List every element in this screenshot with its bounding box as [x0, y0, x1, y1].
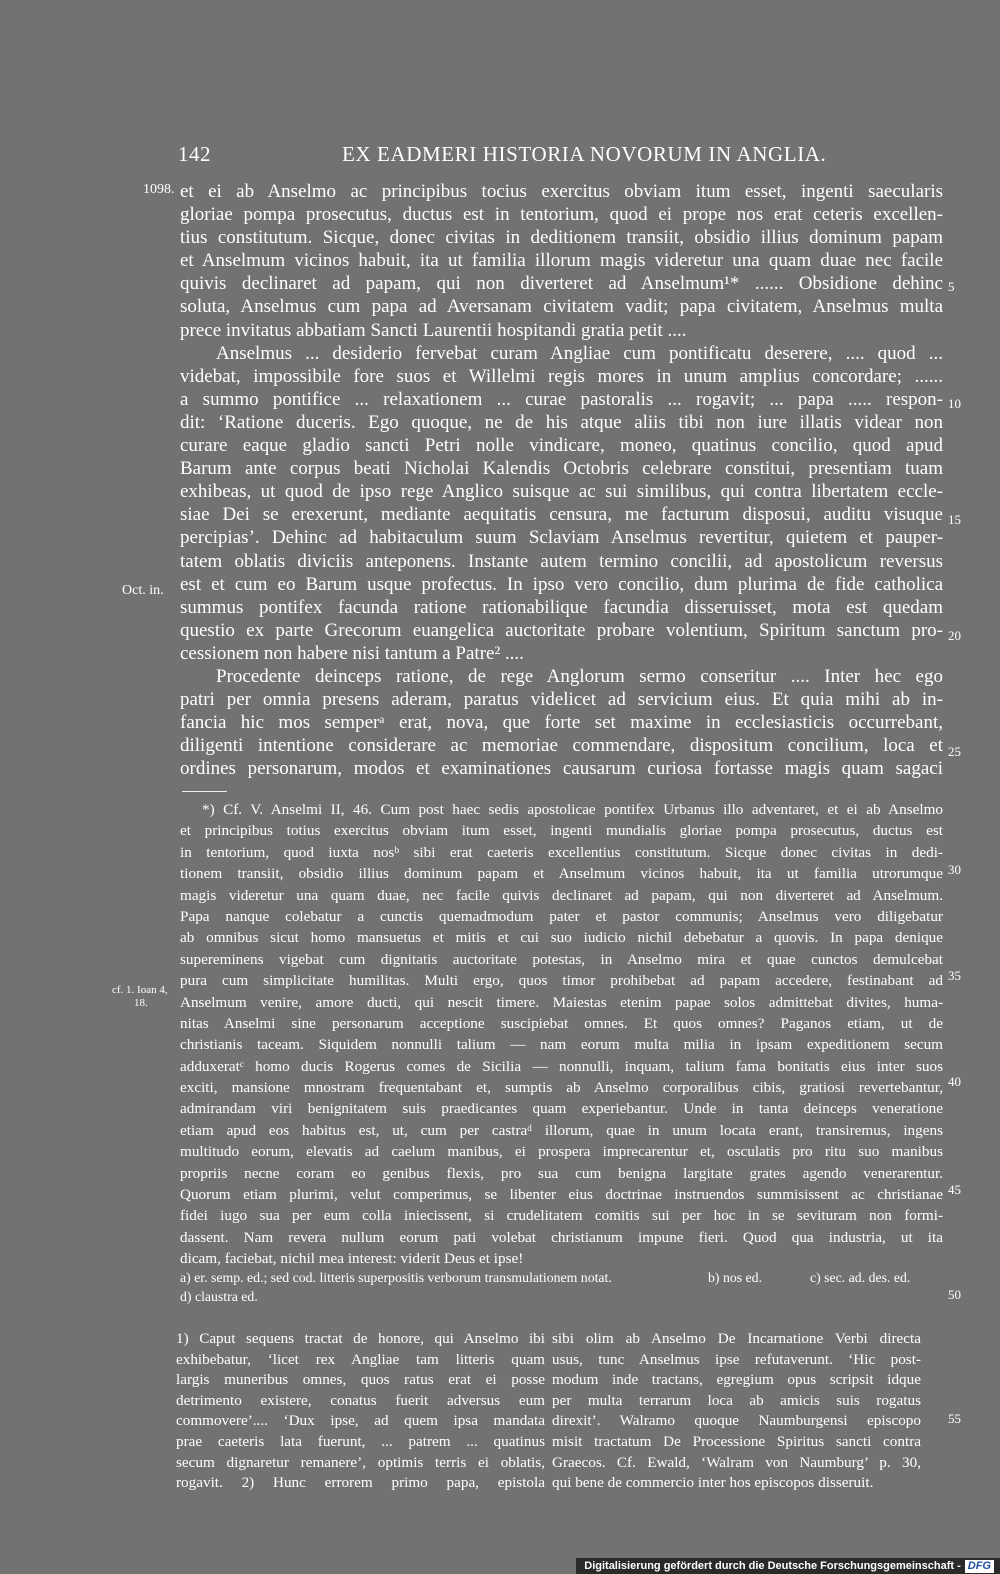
dfg-logo: DFG — [965, 1560, 994, 1573]
footnote-line: direxit’. Walramo quoque Naumburgensi episcopo — [552, 1412, 921, 1430]
text-line: Procedente deinceps ratione, de rege Anglorum sermo conseritur .... Inter hec ego — [216, 665, 943, 687]
footnote-line: Graecos. Cf. Ewald, ‘Walram von Naumburg’ p. 30, — [552, 1453, 921, 1471]
footnote-line: prae caeteris lata fuerunt, ... patrem ... quatinus — [176, 1432, 545, 1450]
footnote-line: misit tractatum De Processione Spiritus sancti contra — [552, 1432, 921, 1450]
note-line: adduxeratᶜ homo ducis Rogerus comes de Sicilia — nonnulli, inquam, talium fama bonitatis eius inter suos — [180, 1057, 943, 1075]
line-number: 30 — [948, 862, 961, 877]
text-line: patri per omnia presens aderam, paratus videlicet ad servicium eius. Et quia mihi ab in- — [180, 689, 943, 711]
text-line: cessionem non habere nisi tantum a Patre² .... — [180, 642, 524, 664]
note-line: dassent. Nam revera nullum eorum pati volebat christianum impune fieri. Quod qua industria, ut ita — [180, 1228, 943, 1246]
text-line: tatem oblatis diviciis anteponens. Instante autem termino concilii, ad apostolicum reversus — [180, 550, 943, 572]
line-number: 25 — [948, 744, 961, 759]
note-line: dicam, faciebat, nichil mea interest: viderit Deus et ipse! — [180, 1250, 524, 1268]
note-line: admirandam viri benignitatem suis praedicantes quam experiebantur. Unde in tanta deinceps veneratione — [180, 1100, 943, 1118]
text-line: dit: ‘Ratione duceris. Ego quoque, ne de his atque aliis tibi non iure illatis videar non — [180, 411, 943, 433]
variant-d: d) claustra ed. — [180, 1289, 258, 1304]
variant-c: c) sec. ad. des. ed. — [810, 1270, 911, 1285]
credit-text: Digitalisierung gefördert durch die Deutsche Forschungsgemeinschaft - — [584, 1560, 961, 1572]
line-number: 40 — [948, 1074, 961, 1089]
digitization-credit — [576, 1558, 1000, 1574]
note-line: ab omnibus sicut homo mansuetus et mitis et cui suo iudicio nichil debebatur a quovis. In papa denique — [180, 929, 943, 947]
footnotes-right-column — [552, 1329, 921, 1494]
line-number: 35 — [948, 968, 961, 983]
footnote-line: modum inde tractans, egregium opus scripsit idque — [552, 1371, 921, 1389]
text-line: summus pontifex facunda ratione rationabilique facundia disseruisset, mota est quedam — [180, 596, 943, 618]
note-line: *) Cf. V. Anselmi II, 46. Cum post haec sedis apostolicae pontifex Urbanus illo adventaret, et ei ab Anselmo — [202, 801, 943, 818]
text-line: exhibeas, ut quod de ipso rege Anglico suisque ac sui similibus, qui contra libertatem eccle- — [180, 481, 943, 503]
footnote-line: qui bene de commercio inter hos episcopos disseruit. — [552, 1474, 874, 1492]
margin-crossref: cf. 1. Ioan 4, — [112, 984, 168, 996]
text-line: siae Dei se erexerunt, mediante aequitatis censura, me facturum disposui, auditu visuque — [180, 504, 943, 526]
running-title: EX EADMERI HISTORIA NOVORUM IN ANGLIA. — [342, 142, 827, 166]
note-line: supereminens vigebat cum dignitatis auctoritate potestas, in Anselmo mira et quae cunctos demulcebat — [180, 950, 943, 968]
line-number: 20 — [948, 628, 961, 643]
line-number: 55 — [948, 1411, 961, 1426]
text-line: soluta, Anselmus cum papa ad Aversanam civitatem vadit; papa civitatem, Anselmus multa — [180, 296, 943, 318]
note-line: et principibus totius exercitus obviam itum esset, ingenti mundialis gloriae pompa prosecutus, ductus est — [180, 822, 943, 840]
text-line: videbat, impossibile fore suos et Willelmi regis mores in unum amplius concordare; ...... — [180, 365, 943, 387]
text-line: tius constitutum. Sicque, donec civitas in deditionem transiit, obsidio illius dominum papam — [180, 227, 943, 249]
footnote-line: largis muneribus omnes, quos ratus erat ei posse — [176, 1371, 545, 1389]
footnote-line: exhibebatur, ‘licet rex Angliae tam litteris quam — [176, 1350, 545, 1368]
text-line: Anselmus ... desiderio fervebat curam Angliae cum pontificatu deserere, .... quod ... — [216, 342, 943, 364]
text-line: prece invitatus abbatiam Sancti Laurentii hospitandi gratia petit .... — [180, 319, 687, 341]
text-line: a summo pontifice ... relaxationem ... curae pastoralis ... rogavit; ... papa ..... respon- — [180, 388, 943, 410]
main-text — [180, 180, 943, 780]
note-line: pura cum simplicitate humilitas. Multi ergo, quos timor prohibebat ad papam accedere, festinabant ad — [180, 972, 943, 990]
footnote-line: usus, tunc Anselmus ipse refutaverunt. ‘Hic post- — [552, 1350, 921, 1368]
text-line: est et cum eo Barum usque profectus. In ipso vero concilio, dum plurima de fide catholica — [180, 573, 943, 595]
note-line: magis videretur una quam duae, nec facile quivis declinaret ad papam, qui non diverteret ad Anselmum. — [180, 886, 943, 904]
footnote-line: rogavit. 2) Hunc errorem primo papa, epistola — [176, 1474, 545, 1492]
text-line: Barum ante corpus beati Nicholai Kalendis Octobris celebrare constitui, presentiam tuam — [180, 458, 943, 480]
footnote-line: sibi olim ab Anselmo De Incarnatione Verbi directa — [552, 1330, 921, 1347]
note-line: tionem transiit, obsidio illius dominum papam et Anselmum vicinos habuit, ita ut familia utrorumque — [180, 865, 943, 883]
note-line: in tentorium, quod iuxta nosᵇ sibi erat caeteris excellentius constitutum. Sicque donec civitas in dedi- — [180, 843, 943, 861]
text-line: gloriae pompa prosecutus, ductus est in tentorium, quod ei prope nos erat ceteris excellen- — [180, 204, 943, 226]
text-line: questio ex parte Grecorum euangelica auctoritate probare volentium, Spiritum sanctum pro- — [180, 619, 943, 641]
footnote-line: commovere’.... ‘Dux ipse, ad quem ipsa mandata — [176, 1412, 545, 1430]
note-line: exciti, mansione mnostram frequentabant et, sumptis ab Anselmo corporalibus cibis, gratiosi revertebantur, — [180, 1079, 943, 1097]
footnote-line: 1) Caput sequens tractat de honore, qui Anselmo ibi — [176, 1330, 545, 1347]
note-line: christianis taceam. Siquidem nonnulli talium — nam eorum multa milia in ipsam expeditionem secum — [180, 1036, 943, 1054]
note-line: Quorum etiam plurimi, velut comperimus, se libenter eius doctrinae instruendos summisissent ac christianae — [180, 1186, 943, 1204]
line-number: 5 — [948, 279, 955, 294]
text-line: fancia hic mos semperᵃ erat, nova, que forte set maxime in ecclesiasticis occurrebant, — [180, 712, 943, 734]
note-line: Anselmum venire, amore ducti, qui nescit timere. Maiestas etenim papae solos admittebat divites, huma- — [180, 993, 943, 1011]
note-line: nitas Anselmi sine personarum acceptione suscipiebat omnes. Et quos omnes? Paganos etiam, ut de — [180, 1014, 943, 1032]
margin-crossref-verse: 18. — [134, 997, 148, 1009]
note-line: propriis necne coram eo genibus flexis, pro sua cum benigna largitate grates agendo venerarentur. — [180, 1164, 943, 1182]
text-line: et Anselmum vicinos habuit, ita ut familia illorum magis videretur una quam duae nec facile — [180, 250, 943, 272]
text-line: diligenti intentione considerare ac memoriae commendare, dispositum concilium, loca et — [180, 735, 943, 757]
text-line: et ei ab Anselmo ac principibus tocius exercitus obviam itum esset, ingenti saecularis — [180, 181, 943, 202]
note-line: fidei iugo sua per eum colla iniecissent, si crudelitatem comitis sui per hoc in se sevituram non formi- — [180, 1207, 943, 1225]
line-number: 45 — [948, 1182, 961, 1197]
text-line: percipias’. Dehinc ad habitaculum suum Sclaviam Anselmus revertitur, quietem et pauper- — [180, 527, 943, 549]
footnote-line: per multa terrarum loca ab amicis suis rogatus — [552, 1391, 921, 1409]
apparatus-notes — [180, 799, 943, 1270]
note-line: Papa nanque colebatur a cunctis quemadmodum pater et pastor communis; Anselmus vero diligebatur — [180, 907, 943, 925]
margin-year: 1098. — [143, 182, 175, 197]
text-line: curare eaque gladio sancti Petri nolle vindicare, moneo, quatinus concilio, quod apud — [180, 435, 943, 457]
variant-a: a) er. semp. ed.; sed cod. litteris superpositis verborum transmulationem notat. — [180, 1270, 612, 1285]
line-number: 10 — [948, 396, 961, 411]
note-line: multitudo eorum, elevatis ad caelum manibus, ei prospera imprecarentur et, osculatis pro ritu suo manibus — [180, 1143, 943, 1161]
footnote-line: detrimento existere, conatus fuerit adversus eum — [176, 1391, 545, 1409]
footnotes-left-column — [176, 1329, 545, 1494]
line-number: 15 — [948, 512, 961, 527]
footnote-separator — [182, 791, 227, 792]
text-line: ordines personarum, modos et examinationes causarum curiosa fortasse magis quam sagaci — [180, 758, 943, 780]
variant-b: b) nos ed. — [708, 1270, 763, 1285]
line-number: 50 — [948, 1287, 961, 1302]
page-number: 142 — [178, 142, 211, 166]
text-line: quivis declinaret ad papam, qui non diverteret ad Anselmum¹* ...... Obsidione dehinc — [180, 273, 943, 295]
margin-date: Oct. in. — [122, 583, 164, 598]
footnote-line: secum dignaretur remanere’, optimis terris ei oblatis, — [176, 1453, 545, 1471]
note-line: etiam apud eos habitus est, ut, cum per castraᵈ illorum, quae in unum locata erant, transiremus, ingens — [180, 1121, 943, 1139]
